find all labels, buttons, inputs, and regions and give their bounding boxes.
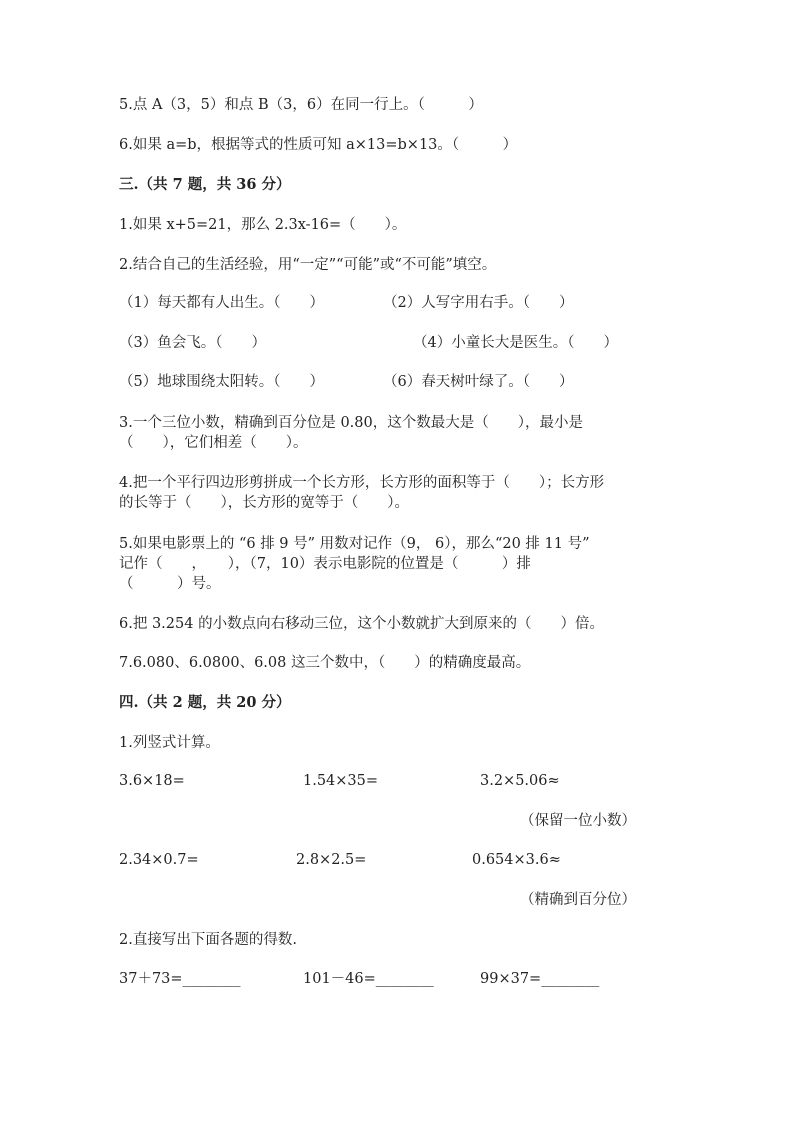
section-3-question-4-line-1: 4.把一个平行四边形剪拼成一个长方形，长方形的面积等于（ ）；长方形 (119, 475, 605, 491)
vertical-calc-6: 0.654×3.6≈ (472, 852, 561, 868)
question-5-true-false: 5.点 A（3，5）和点 B（3，6）在同一行上。（ ） (119, 97, 483, 113)
section-4-question-2: 2.直接写出下面各题的得数. (119, 932, 297, 948)
section-3-heading: 三.（共 7 题，共 36 分） (119, 176, 291, 193)
question-2-item-6: （6）春天树叶绿了。（ ） (383, 374, 574, 390)
question-2-item-2: （2）人写字用右手。（ ） (383, 295, 574, 311)
question-2-item-5: （5）地球围绕太阳转。（ ） (119, 374, 324, 390)
rounding-note-1: （保留一位小数） (520, 813, 636, 829)
vertical-calc-5: 2.8×2.5= (296, 852, 367, 868)
question-2-item-4: （4）小童长大是医生。（ ） (413, 335, 618, 351)
section-3-question-7: 7.6.080、6.0800、6.08 这三个数中，（ ）的精确度最高。 (119, 655, 531, 671)
vertical-calc-1: 3.6×18= (119, 773, 185, 789)
vertical-calc-2: 1.54×35= (303, 773, 379, 789)
question-6-true-false: 6.如果 a=b，根据等式的性质可知 a×13=b×13。（ ） (119, 137, 518, 153)
section-3-question-5-line-2: 记作（ ， ），（7，10）表示电影院的位置是（ ）排 (119, 556, 531, 572)
vertical-calc-4: 2.34×0.7= (119, 852, 199, 868)
rounding-note-2: （精确到百分位） (520, 892, 636, 908)
direct-calc-3: 99×37=________ (480, 971, 600, 987)
section-3-question-6: 6.把 3.254 的小数点向右移动三位，这个小数就扩大到原来的（ ）倍。 (119, 616, 605, 632)
section-3-question-3-line-2: （ ），它们相差（ ）。 (119, 435, 308, 451)
section-4-question-1: 1.列竖式计算。 (119, 735, 220, 751)
vertical-calc-3: 3.2×5.06≈ (480, 773, 560, 789)
section-3-question-3-line-1: 3.一个三位小数，精确到百分位是 0.80，这个数最大是（ ），最小是 (119, 415, 583, 431)
section-3-question-2: 2.结合自己的生活经验，用“一定”“可能”或“不可能”填空。 (119, 257, 497, 273)
section-3-question-4-line-2: 的长等于（ ），长方形的宽等于（ ）。 (119, 495, 409, 511)
section-4-heading: 四.（共 2 题，共 20 分） (119, 694, 291, 711)
direct-calc-2: 101－46=________ (303, 971, 434, 987)
section-3-question-5-line-1: 5.如果电影票上的 “6 排 9 号” 用数对记作（9， 6），那么“20 排 11 号” (119, 536, 590, 552)
question-2-item-3: （3）鱼会飞。（ ） (119, 335, 266, 351)
section-3-question-1: 1.如果 x+5=21，那么 2.3x-16=（ ）。 (119, 217, 407, 233)
direct-calc-1: 37＋73=________ (119, 971, 241, 987)
section-3-question-5-line-3: （ ）号。 (119, 576, 221, 592)
question-2-item-1: （1）每天都有人出生。（ ） (119, 295, 324, 311)
